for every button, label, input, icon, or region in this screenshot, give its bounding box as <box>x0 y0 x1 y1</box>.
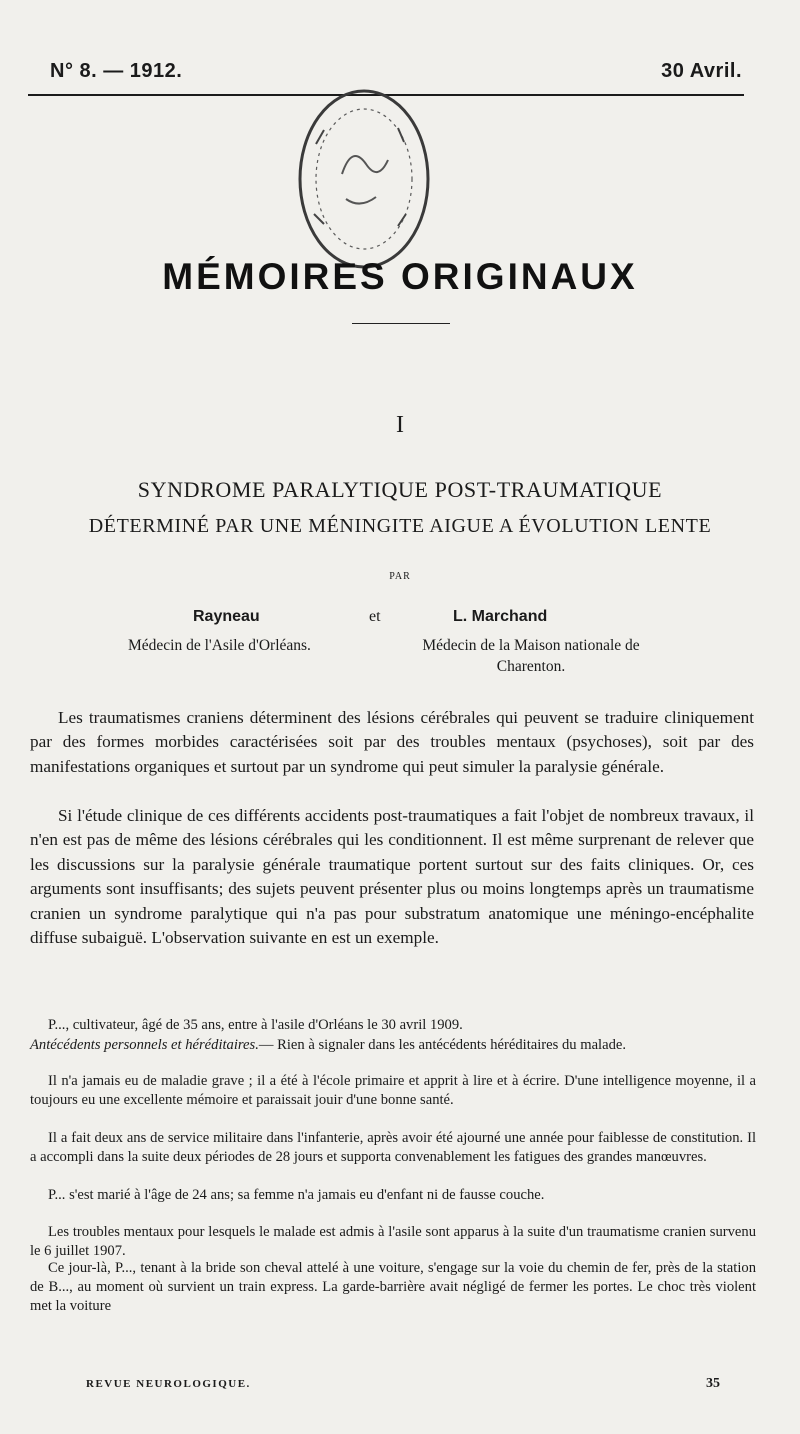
by-label: PAR <box>389 571 411 582</box>
observation-paragraph: Les troubles mentaux pour lesquels le malade est admis à l'asile sont apparus à la suite d'un traumatisme cranien survenu le 6 juillet 1907. <box>30 1224 756 1259</box>
issue-number: N° 8. — 1912. <box>50 60 183 82</box>
author-conjunction: et <box>369 608 381 625</box>
antecedents-text: — Rien à signaler dans les antécédents héréditaires du malade. <box>258 1037 626 1053</box>
article-title-line2: DÉTERMINÉ PAR UNE MÉNINGITE AIGUE A ÉVOLUTION LENTE <box>88 515 712 537</box>
observation-paragraph: P..., cultivateur, âgé de 35 ans, entre à l'asile d'Orléans le 30 avril 1909. <box>48 1017 463 1033</box>
body-paragraph: Si l'étude clinique de ces différents accidents post-traumatiques a fait l'objet de nombreux travaux, il n'en est pas de même des lésions cérébrales qui les conditionnent. Il est même surprenant de relever que les discussions sur la paralysie générale traumatique portent surtout sur des faits cliniques. Or, ces arguments sont insuffisants; des sujets peuvent présenter plus ou moins longtemps après un traumatisme cranien un syndrome paralytique qui n'a pas pour substratum anatomique une méningo-encéphalite diffuse subaiguë. L'observation suivante en est un exemple. <box>30 806 754 948</box>
title-rule <box>352 323 450 324</box>
article-title-line1: SYNDROME PARALYTIQUE POST-TRAUMATIQUE <box>137 477 663 502</box>
journal-name: REVUE NEUROLOGIQUE. <box>86 1378 251 1390</box>
observation-paragraph: Il a fait deux ans de service militaire dans l'infanterie, après avoir été ajourné une année pour faiblesse de constitution. Il a accompli dans la suite deux périodes de 28 jours et supporta convenablement les fatigues des grandes manœuvres. <box>30 1130 756 1165</box>
antecedents-label: Antécédents personnels et héréditaires. <box>30 1037 259 1053</box>
affiliation-marchand: Médecin de la Maison nationale de Charenton. <box>422 637 640 675</box>
issue-date: 30 Avril. <box>661 60 742 82</box>
library-stamp <box>296 84 432 274</box>
observation-paragraph <box>30 1036 756 1055</box>
body-paragraph: Les traumatismes craniens déterminent des lésions cérébrales qui peuvent se traduire cliniquement par des formes morbides caractérisées soit par des troubles mentaux (psychoses), soit par des manifestations organiques et surtout par un syndrome qui peut simuler la paralysie générale. <box>30 708 754 776</box>
observation-paragraph: Il n'a jamais eu de maladie grave ; il a été à l'école primaire et apprit à lire et à écrire. D'une intelligence moyenne, il a toujours eu une excellente mémoire et paraissait jouir d'une bonne santé. <box>30 1073 756 1108</box>
section-title: MÉMOIRES ORIGINAUX <box>162 256 638 297</box>
article-numeral: I <box>396 412 404 438</box>
author-marchand: L. Marchand <box>453 608 548 625</box>
author-rayneau: Rayneau <box>193 608 260 625</box>
affiliation-rayneau: Médecin de l'Asile d'Orléans. <box>128 637 311 654</box>
observation-paragraph: Ce jour-là, P..., tenant à la bride son cheval attelé à une voiture, s'engage sur la voie du chemin de fer, près de la station de B..., au moment où survient un train express. La garde-barrière avait négligé de fermer les portes. Le choc très violent met la voiture <box>30 1260 756 1314</box>
observation-paragraph: P... s'est marié à l'âge de 24 ans; sa femme n'a jamais eu d'enfant ni de fausse couche. <box>48 1187 545 1203</box>
page-number: 35 <box>706 1376 720 1391</box>
